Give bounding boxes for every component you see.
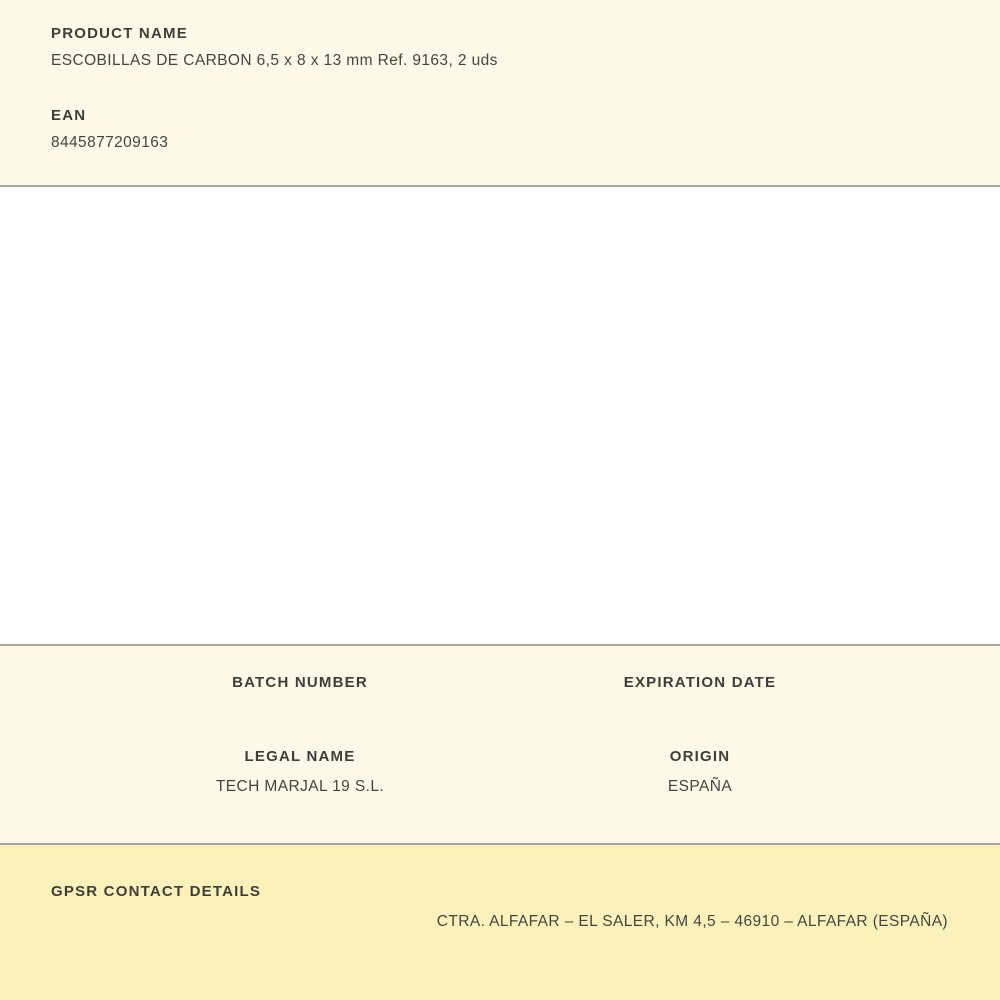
product-name-field: [51, 25, 949, 70]
product-name-label: PRODUCT NAME: [51, 25, 188, 42]
legal-name-field: [100, 748, 500, 796]
batch-number-label: BATCH NUMBER: [232, 674, 368, 691]
ean-value: 8445877209163: [51, 134, 169, 151]
info-row-legal-origin: [100, 748, 900, 796]
gpsr-contact-address: CTRA. ALFAFAR – EL SALER, KM 4,5 – 46910 – ALFAFAR (ESPAÑA): [436, 913, 948, 930]
gpsr-contact-section: [0, 845, 1000, 1000]
ean-label: EAN: [51, 107, 87, 124]
product-header-section: [0, 0, 1000, 185]
product-details-section: [0, 646, 1000, 843]
gpsr-contact-label: GPSR CONTACT DETAILS: [51, 883, 262, 900]
expiration-date-field: [500, 674, 900, 704]
batch-number-field: [100, 674, 500, 704]
origin-label: ORIGIN: [669, 748, 731, 765]
info-row-batch-expiration: [100, 674, 900, 704]
legal-name-label: LEGAL NAME: [244, 748, 356, 765]
legal-name-value: TECH MARJAL 19 S.L.: [215, 778, 385, 795]
product-name-value: ESCOBILLAS DE CARBON 6,5 x 8 x 13 mm Ref. 9163, 2 uds: [51, 52, 498, 69]
product-image-area: [0, 187, 1000, 644]
ean-field: [51, 107, 949, 152]
expiration-date-label: EXPIRATION DATE: [623, 674, 777, 691]
origin-value: ESPAÑA: [667, 778, 733, 795]
origin-field: [500, 748, 900, 796]
